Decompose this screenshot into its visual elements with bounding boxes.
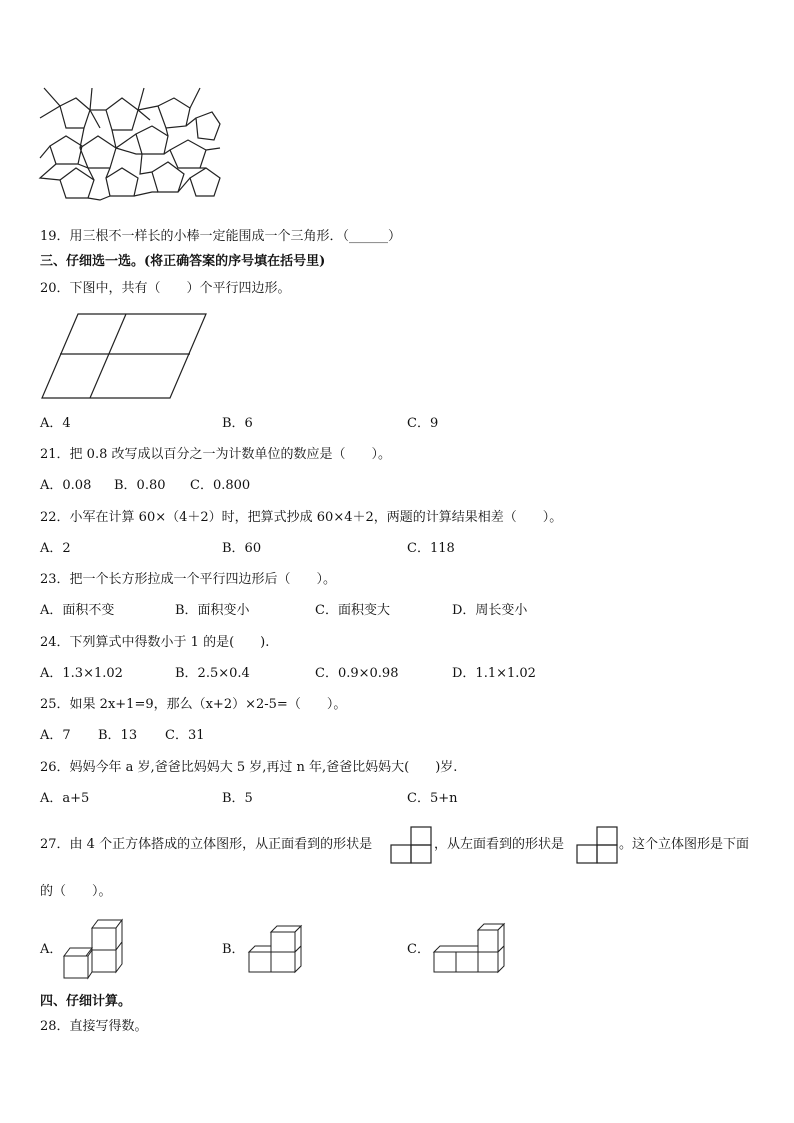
q27-option-a[interactable]: A． <box>40 942 63 957</box>
q20-option-c[interactable]: C．9 <box>407 416 439 431</box>
q26-option-c[interactable]: C．5+n <box>407 791 458 806</box>
question-28: 28．直接写得数。 <box>40 1019 148 1034</box>
pentagon-tessellation-figure <box>40 88 220 200</box>
question-27-part-b: ，从左面看到的形状是 <box>434 837 565 852</box>
q25-option-c[interactable]: C．31 <box>165 728 205 743</box>
q23-option-a[interactable]: A．面积不变 <box>40 603 115 618</box>
question-26: 26．妈妈今年 a 岁,爸爸比妈妈大 5 岁,再过 n 年,爸爸比妈妈大( )岁. <box>40 760 458 775</box>
front-view-figure <box>390 826 432 864</box>
q24-option-a[interactable]: A．1.3×1.02 <box>40 666 123 681</box>
question-21: 21．把 0.8 改写成以百分之一为计数单位的数应是（ ）。 <box>40 447 391 462</box>
q22-option-a[interactable]: A．2 <box>40 541 71 556</box>
cube-figure-a <box>62 916 126 978</box>
section-4-title: 四、仔细计算。 <box>40 994 132 1009</box>
q25-option-a[interactable]: A．7 <box>40 728 71 743</box>
q20-option-a[interactable]: A．4 <box>40 416 71 431</box>
q22-option-b[interactable]: B．60 <box>222 541 262 556</box>
question-25: 25．如果 2x+1=9，那么（x+2）×2-5=（ ）。 <box>40 697 347 712</box>
q26-option-b[interactable]: B．5 <box>222 791 253 806</box>
question-27-part-a: 27．由 4 个正方体搭成的立体图形，从正面看到的形状是 <box>40 837 373 852</box>
q21-option-b[interactable]: B．0.80 <box>114 478 166 493</box>
q23-option-d[interactable]: D．周长变小 <box>452 603 528 618</box>
question-23: 23．把一个长方形拉成一个平行四边形后（ ）。 <box>40 572 337 587</box>
q23-option-c[interactable]: C．面积变大 <box>315 603 390 618</box>
q24-option-b[interactable]: B．2.5×0.4 <box>175 666 250 681</box>
cube-figure-b <box>247 924 305 974</box>
q22-option-c[interactable]: C．118 <box>407 541 455 556</box>
q27-option-c[interactable]: C． <box>407 942 430 957</box>
question-22: 22．小军在计算 60×（4＋2）时，把算式抄成 60×4＋2，两题的计算结果相差（ ）。 <box>40 510 563 525</box>
q24-option-c[interactable]: C．0.9×0.98 <box>315 666 399 681</box>
q26-option-a[interactable]: A．a+5 <box>40 791 90 806</box>
question-20: 20．下图中，共有（ ）个平行四边形。 <box>40 281 291 296</box>
q23-option-b[interactable]: B．面积变小 <box>175 603 250 618</box>
question-27-part-c: 。这个立体图形是下面 <box>619 837 750 852</box>
question-27-part-d: 的（ ）。 <box>40 884 112 899</box>
q20-option-b[interactable]: B．6 <box>222 416 253 431</box>
q27-option-b[interactable]: B． <box>222 942 245 957</box>
question-19: 19．用三根不一样长的小棒一定能围成一个三角形．（______） <box>40 229 402 244</box>
q25-option-b[interactable]: B．13 <box>98 728 138 743</box>
parallelogram-grid-figure <box>40 312 210 400</box>
cube-figure-c <box>432 922 508 974</box>
q24-option-d[interactable]: D．1.1×1.02 <box>452 666 536 681</box>
left-view-figure <box>576 826 618 864</box>
question-24: 24．下列算式中得数小于 1 的是( ). <box>40 635 270 650</box>
q21-option-c[interactable]: C．0.800 <box>190 478 251 493</box>
q21-option-a[interactable]: A．0.08 <box>40 478 92 493</box>
section-3-title: 三、仔细选一选。(将正确答案的序号填在括号里) <box>40 254 326 269</box>
